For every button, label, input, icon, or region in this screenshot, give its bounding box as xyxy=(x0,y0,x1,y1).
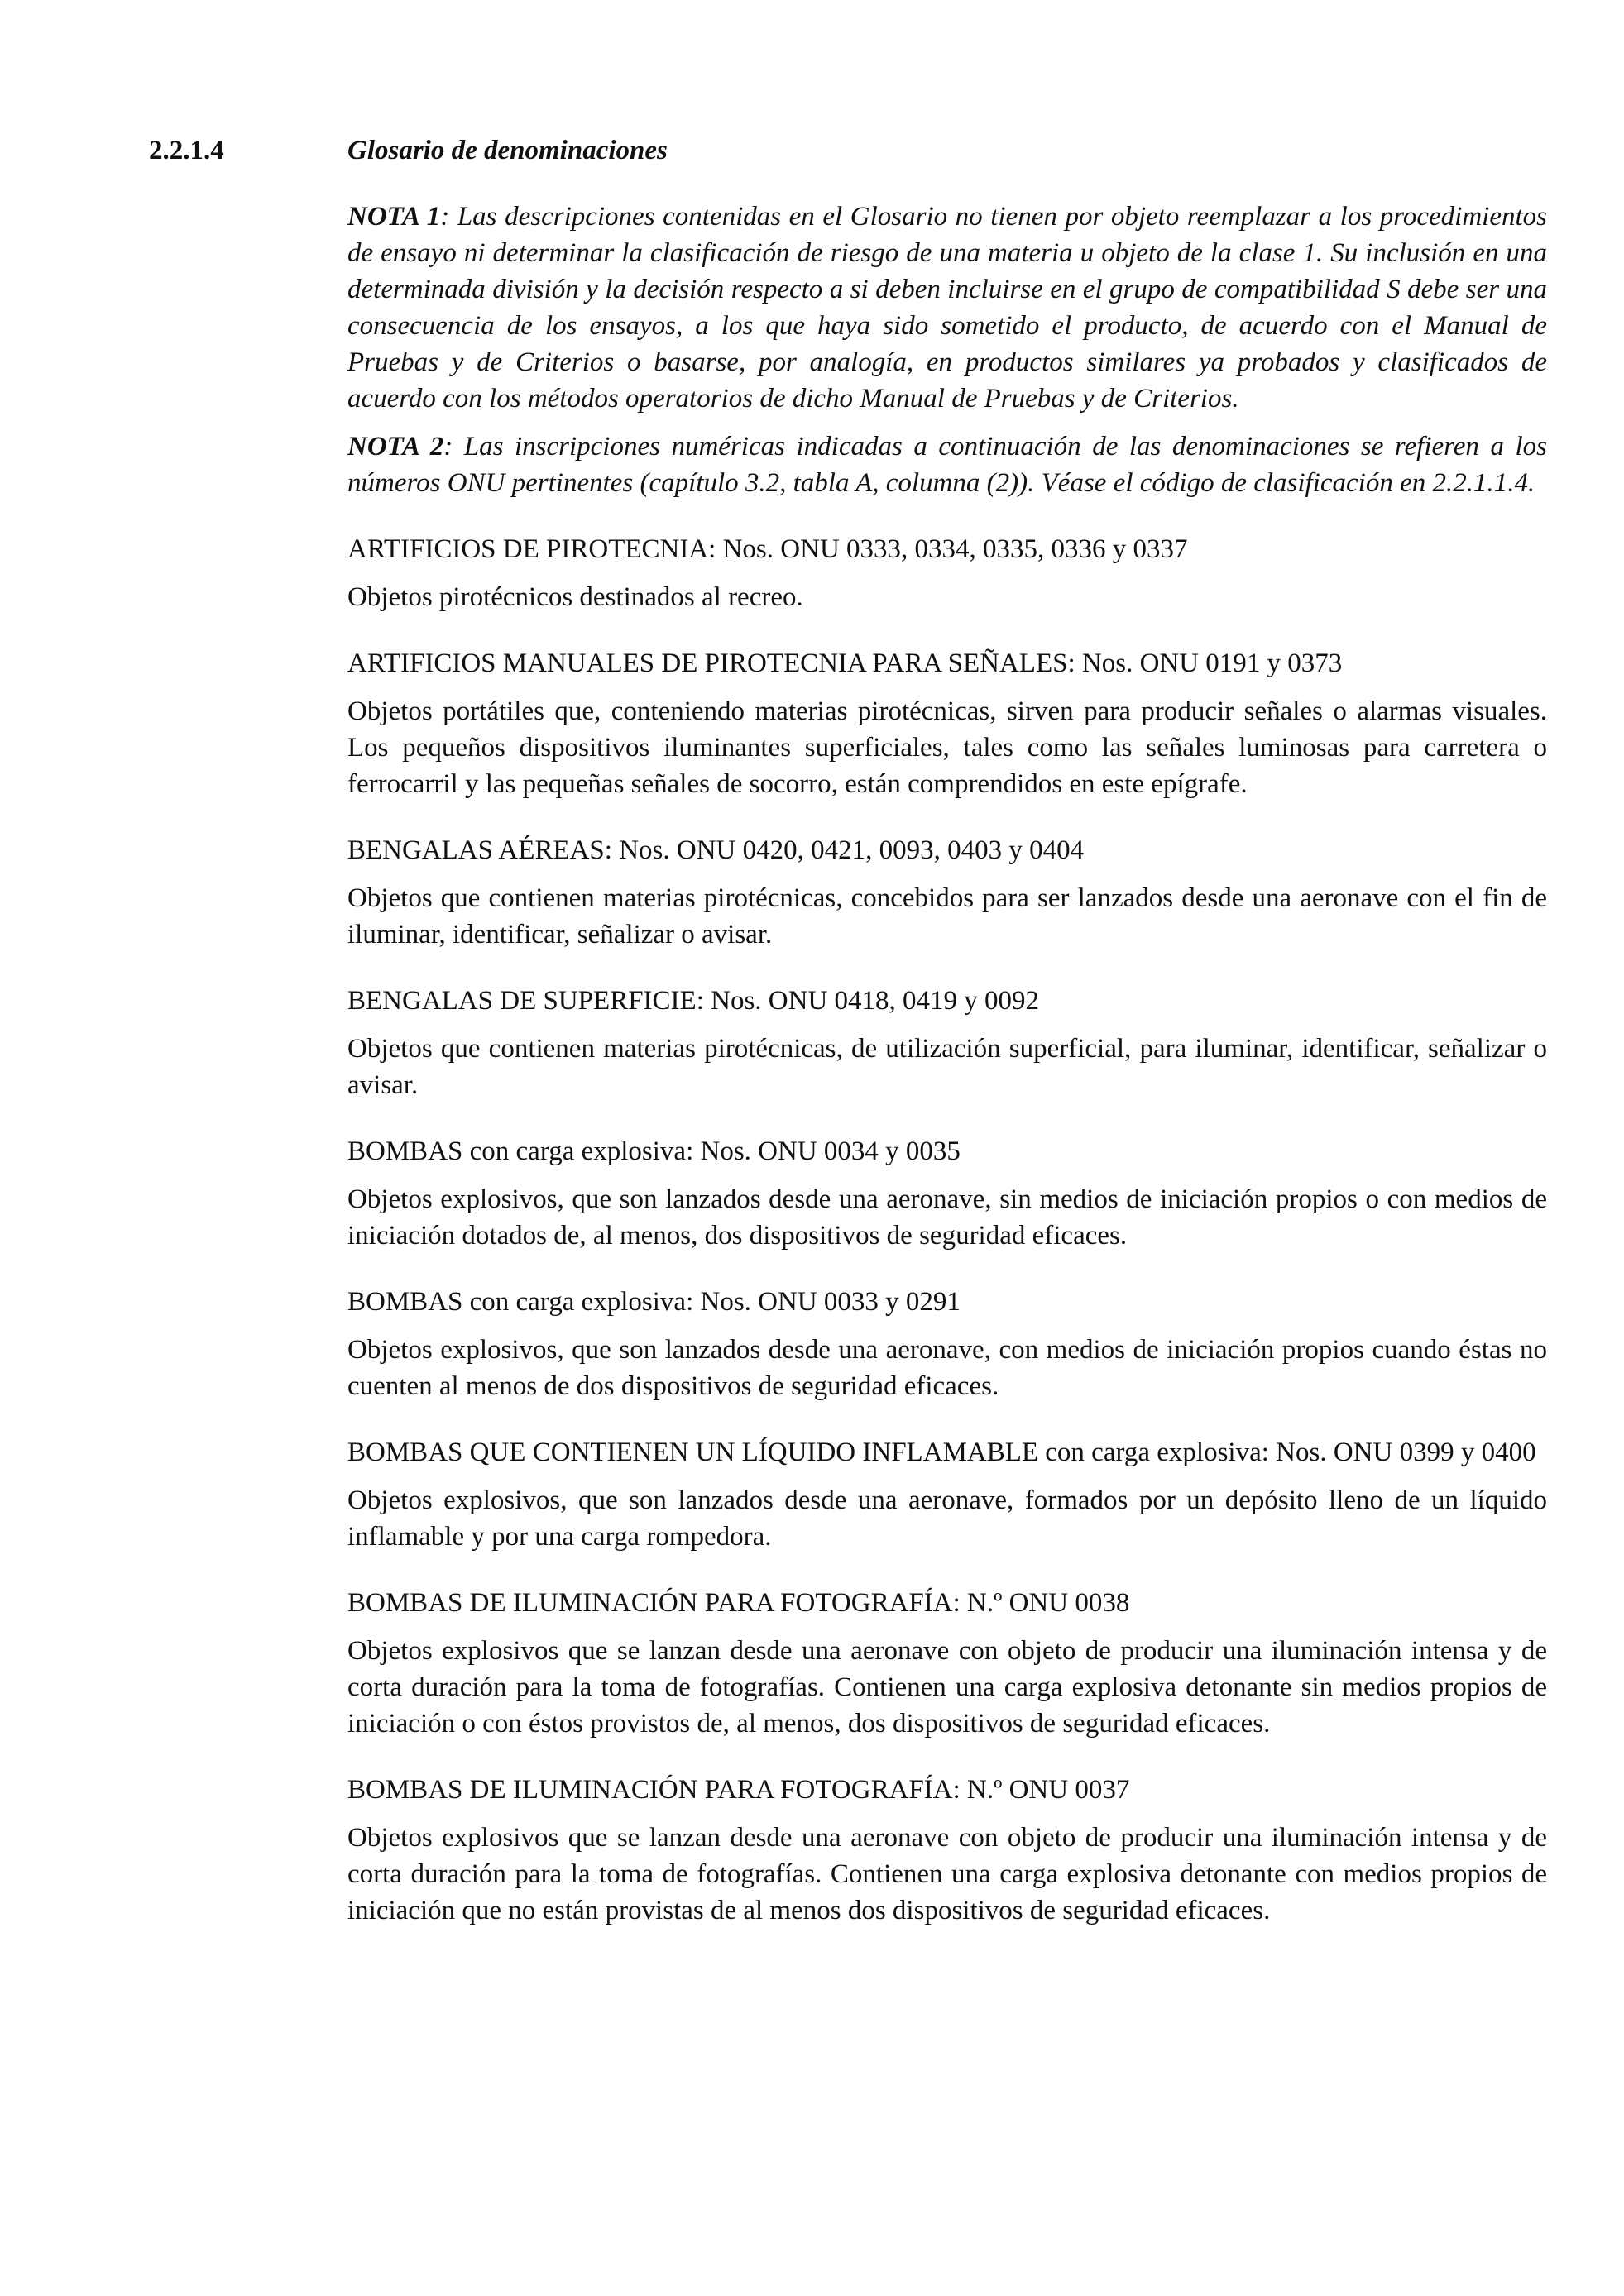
entry-description: Objetos explosivos que se lanzan desde una aeronave con objeto de producir una iluminación intensa y de corta duración para la toma de fotografías. Contienen una carga explosiva detonante sin medios propios de iniciación o con éstos provistos de, al menos, dos dispositivos de seguridad eficaces. xyxy=(347,1636,1547,1739)
note-2 xyxy=(347,428,1547,501)
entry-heading: BOMBAS QUE CONTIENEN UN LÍQUIDO INFLAMABLE con carga explosiva: Nos. ONU 0399 y 0400 xyxy=(347,1437,1536,1467)
section-heading xyxy=(149,132,1547,169)
section-number: 2.2.1.4 xyxy=(149,136,224,165)
entry-description: Objetos explosivos que se lanzan desde una aeronave con objeto de producir una iluminación intensa y de corta duración para la toma de fotografías. Contienen una carga explosiva detonante con medios propios de iniciación que no están provistas de al menos dos dispositivos de seguridad eficaces. xyxy=(347,1823,1547,1925)
entry-heading: BOMBAS DE ILUMINACIÓN PARA FOTOGRAFÍA: N.º ONU 0038 xyxy=(347,1588,1130,1618)
entry-heading: ARTIFICIOS MANUALES DE PIROTECNIA PARA SEÑALES: Nos. ONU 0191 y 0373 xyxy=(347,648,1343,678)
entry-description: Objetos que contienen materias pirotécnicas, de utilización superficial, para iluminar, identificar, señalizar o avisar. xyxy=(347,1034,1547,1100)
entry-description: Objetos pirotécnicos destinados al recreo. xyxy=(347,582,803,612)
entry-description: Objetos explosivos, que son lanzados desde una aeronave, sin medios de iniciación propios o con medios de iniciación dotados de, al menos, dos dispositivos de seguridad eficaces. xyxy=(347,1184,1547,1251)
entry-heading: BOMBAS DE ILUMINACIÓN PARA FOTOGRAFÍA: N.º ONU 0037 xyxy=(347,1775,1130,1805)
entry-heading: ARTIFICIOS DE PIROTECNIA: Nos. ONU 0333, 0334, 0335, 0336 y 0337 xyxy=(347,534,1188,564)
section-title: Glosario de denominaciones xyxy=(347,136,668,165)
entry-description: Objetos portátiles que, conteniendo materias pirotécnicas, sirven para producir señales o alarmas visuales. Los pequeños dispositivos iluminantes superficiales, tales como las señales luminosas para carretera o ferrocarril y las pequeñas señales de socorro, están comprendidos en este epígrafe. xyxy=(347,696,1547,799)
entry-heading: BENGALAS DE SUPERFICIE: Nos. ONU 0418, 0419 y 0092 xyxy=(347,986,1040,1016)
entry-description: Objetos que contienen materias pirotécnicas, concebidos para ser lanzados desde una aeronave con el fin de iluminar, identificar, señalizar o avisar. xyxy=(347,883,1547,949)
entry-description: Objetos explosivos, que son lanzados desde una aeronave, con medios de iniciación propios cuando éstas no cuenten al menos de dos dispositivos de seguridad eficaces. xyxy=(347,1335,1547,1401)
document-body xyxy=(347,199,1547,1929)
note-1-text: : Las descripciones contenidas en el Glosario no tienen por objeto reemplazar a los procedimientos de ensayo ni determinar la clasificación de riesgo de una materia u objeto de la clase 1. Su inclusión en una determinada división y la decisión respecto a si deben incluirse en el grupo de compatibilidad S debe ser una consecuencia de los ensayos, a los que haya sido sometido el producto, de acuerdo con el Manual de Pruebas y de Criterios o basarse, por analogía, en productos similares ya probados y clasificados de acuerdo con los métodos operatorios de dicho Manual de Pruebas y de Criterios. xyxy=(347,202,1547,414)
entry-heading: BOMBAS con carga explosiva: Nos. ONU 0033 y 0291 xyxy=(347,1287,961,1317)
entry-heading: BENGALAS AÉREAS: Nos. ONU 0420, 0421, 0093, 0403 y 0404 xyxy=(347,835,1085,865)
note-1 xyxy=(347,199,1547,417)
entry-heading: BOMBAS con carga explosiva: Nos. ONU 0034 y 0035 xyxy=(347,1136,961,1166)
note-2-label: NOTA 2 xyxy=(347,432,444,462)
entry-description: Objetos explosivos, que son lanzados desde una aeronave, formados por un depósito lleno de un líquido inflamable y por una carga rompedora. xyxy=(347,1485,1547,1552)
note-1-label: NOTA 1 xyxy=(347,202,441,232)
note-2-text: : Las inscripciones numéricas indicadas a continuación de las denominaciones se refieren a los números ONU pertinentes (capítulo 3.2, tabla A, columna (2)). Véase el código de clasificación en 2.2.1.1.4. xyxy=(347,432,1547,498)
